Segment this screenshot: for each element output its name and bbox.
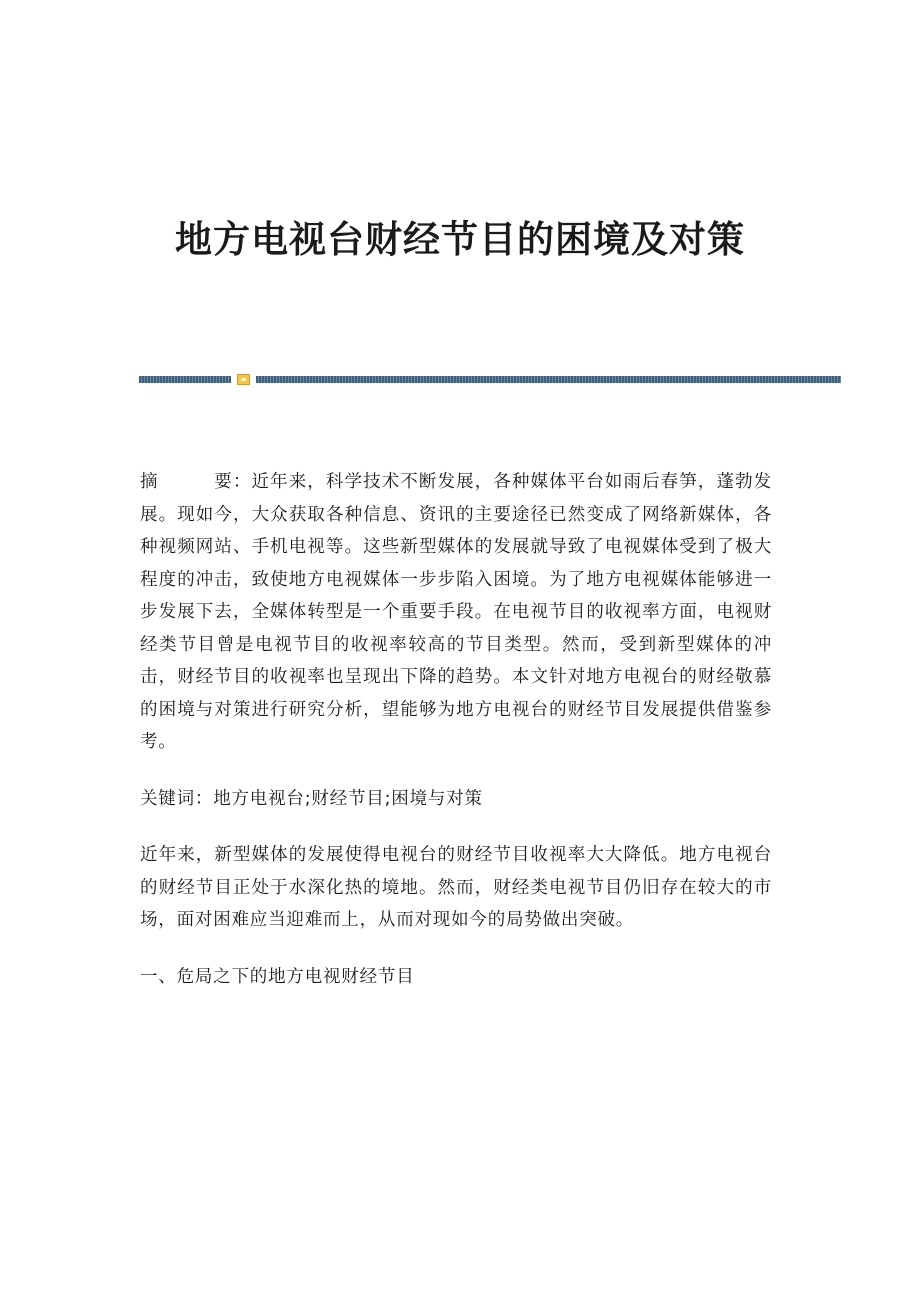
divider-bar-left bbox=[139, 376, 231, 383]
section-heading: 一、危局之下的地方电视财经节目 bbox=[140, 966, 415, 987]
title-divider bbox=[139, 374, 841, 385]
abstract-label-second: 要： bbox=[214, 472, 252, 492]
divider-bar-right bbox=[256, 376, 841, 383]
document-body bbox=[140, 466, 772, 993]
keywords-paragraph bbox=[140, 783, 772, 816]
keywords-label: 关键词： bbox=[140, 788, 214, 809]
keywords-text: 地方电视台;财经节目;困境与对策 bbox=[213, 788, 483, 809]
abstract-text: 近年来，科学技术不断发展，各种媒体平台如雨后春笋，蓬勃发展。现如今，大众获取各种信息、资讯的主要途径已然变成了网络新媒体，各种视频网站、手机电视等。这些新型媒体的发展就导致了电视媒体受到了极大程度的冲击，致使地方电视媒体一步步陷入困境。为了地方电视媒体能够进一步发展下去，全媒体转型是一个重要手段。在电视节目的收视率方面，电视财经类节目曾是电视节目的收视率较高的节目类型。然而，受到新型媒体的冲击，财经节目的收视率也呈现出下降的趋势。本文针对地方电视台的财经敬慕的困境与对策进行研究分析，望能够为地方电视台的财经节目发展提供借鉴参考。 bbox=[140, 472, 772, 752]
intro-paragraph: 近年来，新型媒体的发展使得电视台的财经节目收视率大大降低。地方电视台的财经节目正处于水深化热的境地。然而，财经类电视节目仍旧存在较大的市场，面对困难应当迎难而上，从而对现如今的局势做出突破。 bbox=[140, 845, 772, 930]
abstract-paragraph bbox=[140, 466, 772, 759]
divider-ornament-icon bbox=[237, 374, 250, 385]
abstract-label-first: 摘 bbox=[140, 472, 159, 492]
document-title: 地方电视台财经节目的困境及对策 bbox=[175, 217, 745, 261]
